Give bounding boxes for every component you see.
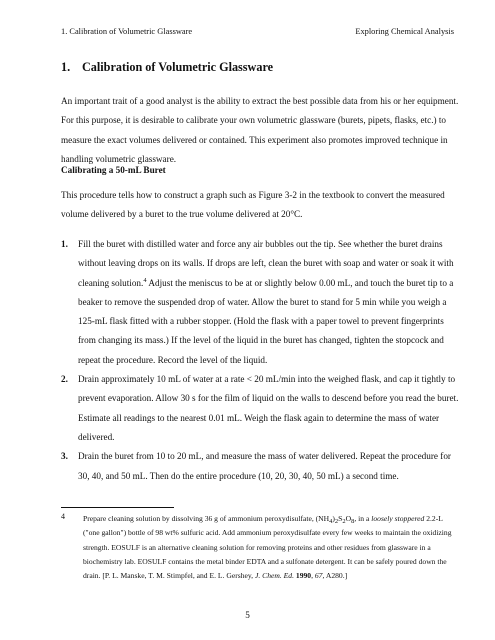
page-number: 5 (245, 610, 250, 620)
footnote (61, 512, 461, 583)
step-number: 3. (61, 451, 68, 462)
intro-paragraph: An important trait of a good analyst is the ability to extract the best possible data from his or her equipment. For this purpose, it is desirable to calibrate your own volumetric glassware (burets, pipets, flasks, etc.) to measure the exact volumes delivered or contained. This experiment also promotes improved technique in handling volumetric glassware. (61, 96, 459, 164)
step-text: Adjust the meniscus to be at or slightly below 0.00 mL, and touch the buret tip to a beaker to remove the suspended drop of water. Allow the buret to stand for 5 min while you weigh a 125-mL flask fitted with a rubber stopper. (Hold the flask with a paper towel to prevent fingerprints from changing its mass.) If the level of the liquid in the buret has changed, tighten the stopcock and repeat the procedure. Record the level of the liquid. (78, 277, 454, 365)
subheading: Calibrating a 50-mL Buret (61, 165, 166, 175)
section-title-text: Calibration of Volumetric Glassware (82, 60, 274, 74)
footnote-divider (61, 507, 174, 508)
step-1 (61, 235, 461, 370)
step-text: Drain the buret from 10 to 20 mL, and measure the mass of water delivered. Repeat the procedure for 30, 40, and 50 mL. Then do the entire procedure (10, 20, 30, 40, 50 mL) a second time. (78, 451, 451, 481)
footnote-text: Prepare cleaning solution by dissolving 36 g of ammonium peroxydisulfate, $(NH_4)_2S_2O_8$, in a loosely stoppered 2.2-L ("one gallon") bottle of 98 wt% sulfuric acid. Add ammonium peroxydisulfate every few weeks to maintain the oxidizing strength. EOSULF is an alternative cleaning solution for removing proteins and other residues from glassware in a biochemistry lab. EOSULF contains the metal binder EDTA and a sulfonate detergent. It can be safely poured down the drain. [P. L. Manske, T. M. Stimpfel, and E. L. Gershey, J. Chem. Ed. 1990, 67, A280.] (83, 514, 452, 581)
procedure-intro: This procedure tells how to construct a graph such as Figure 3-2 in the textbook to convert the measured volume delivered by a buret to the true volume delivered at 20°C. (61, 190, 445, 220)
running-header-chapter: 1. Calibration of Volumetric Glassware (61, 27, 193, 36)
footnote-reference[interactable]: 4 (143, 276, 147, 284)
procedure-steps (61, 235, 461, 486)
step-number: 2. (61, 374, 68, 385)
step-2 (61, 370, 461, 447)
step-text: Drain approximately 10 mL of water at a rate < 20 mL/min into the weighed flask, and cap it tightly to prevent evaporation. Allow 30 s for the film of liquid on the walls to descend before you read the buret. Estimate all readings to the nearest 0.01 mL. Weigh the flask again to determine the mass of water delivered. (78, 374, 459, 442)
step-3 (61, 447, 461, 486)
running-header-book-title: Exploring Chemical Analysis (355, 27, 454, 36)
footnote-mark: 4 (61, 512, 65, 521)
section-title (61, 60, 273, 75)
section-number: 1. (61, 60, 71, 74)
step-number: 1. (61, 239, 68, 249)
step-text: Fill the buret with distilled water and force any air bubbles out the tip. See whether the buret drains without leaving drops on its walls. If drops are left, clean the buret with soap and water or soak it with cleaning solution. (78, 239, 454, 288)
